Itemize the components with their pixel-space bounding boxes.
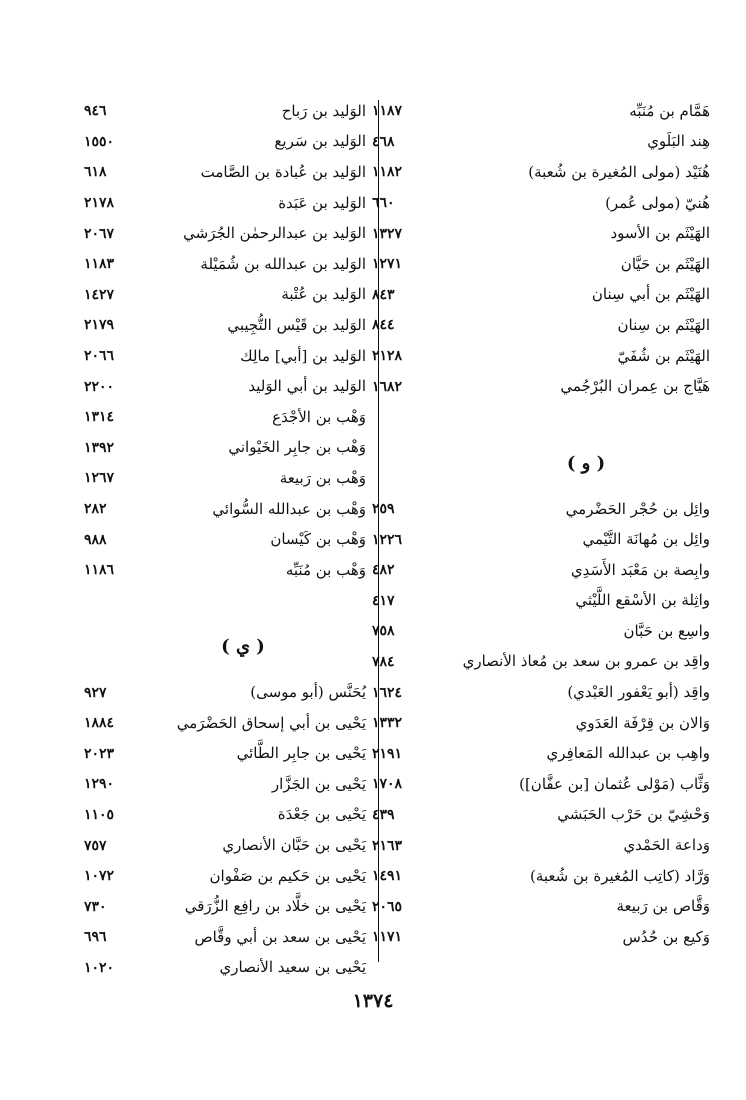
entry-number: ٤١٧	[372, 592, 395, 609]
entry-number: ٨٤٤	[372, 317, 395, 334]
entry-name: الهَيْثَم بن حَيَّان	[620, 254, 710, 273]
entry-name: يَحْيى بن سعيد الأنصاري	[219, 958, 366, 977]
entry-name: يَحْيى بن جَعْدَة	[277, 805, 366, 824]
list-item	[372, 800, 710, 831]
entry-number: ٩٢٧	[84, 684, 107, 701]
entry-name: الوَليد بن عبدالله بن شُمَيْلة	[200, 254, 366, 273]
list-item	[80, 310, 366, 341]
entry-number: ١٧٠٨	[372, 776, 403, 793]
entry-number: ١١٨٧	[372, 103, 403, 120]
list-item	[372, 341, 710, 372]
entry-name: يَحْيى بن سعد بن أبي وقَّاص	[194, 927, 366, 946]
list-item	[80, 738, 366, 769]
entry-name: الوَليد بن عبدالرحمٰن الجُرَشي	[183, 224, 366, 243]
entry-name: الوَليد بن عَبَدة	[278, 193, 366, 212]
list-item	[372, 218, 710, 249]
entry-name: وَهْب بن الأجْدَع	[272, 407, 366, 426]
entry-name: واسِع بن حَبَّان	[623, 621, 710, 640]
list-item	[372, 371, 710, 402]
entry-number: ٧٣٠	[84, 898, 107, 915]
entry-name: وَهْب بن عبدالله السُّوائي	[212, 499, 366, 518]
list-item	[80, 708, 366, 739]
entry-number: ١٦٨٢	[372, 378, 403, 395]
list-item	[372, 127, 710, 158]
entry-number: ٢١٦٣	[372, 837, 403, 854]
entry-number: ١٤٩١	[372, 868, 403, 885]
entry-number: ١١٨٢	[372, 164, 403, 181]
entry-number: ١١٨٣	[84, 256, 115, 273]
entry-name: وَقَّاص بن رَبيعة	[616, 897, 710, 916]
entry-name: وَثَّاب (مَوْلى عُثمان [بن عفَّان])	[519, 774, 710, 793]
entry-number: ١١٠٥	[84, 806, 115, 823]
entry-name: الهَيْثَم بن شُفَيّ	[617, 346, 710, 365]
entry-name: وابِصة بن مَعْبَد الأَسَدِي	[570, 560, 710, 579]
entry-number: ١٨٨٤	[84, 715, 115, 732]
entry-number: ١٣٩٢	[84, 439, 115, 456]
entry-number: ٦١٨	[84, 164, 107, 181]
list-item	[80, 953, 366, 984]
entry-name: وائِل بن مُهانَة التَّيْمي	[582, 530, 710, 549]
entry-number: ٢١٧٨	[84, 195, 115, 212]
entry-number: ٢٠٦٧	[84, 225, 115, 242]
list-item	[372, 1014, 710, 1045]
entry-number: ١٠٧٢	[84, 868, 115, 885]
entry-number: ٧٥٧	[84, 837, 107, 854]
list-item	[372, 891, 710, 922]
entry-number: ١٣١٤	[84, 409, 115, 426]
list-item	[372, 586, 710, 617]
page-number: ١٣٧٤	[352, 990, 394, 1012]
list-item	[80, 96, 366, 127]
entry-number: ٦٦٠	[372, 195, 395, 212]
entry-name: وائِل بن حُجْر الحَضْرمي	[565, 499, 710, 518]
entry-number: ٩٨٨	[84, 531, 107, 548]
entry-number: ٤٦٨	[372, 133, 395, 150]
right-column	[372, 96, 710, 1044]
section-heading-waw: ( و )	[566, 452, 606, 474]
list-item	[80, 861, 366, 892]
entry-name: الوَليد بن [أبي] مالِك	[240, 346, 366, 365]
left-column	[80, 96, 366, 983]
list-item	[372, 157, 710, 188]
entry-number: ٦٩٦	[84, 929, 107, 946]
entry-name: هَيَّاج بن عِمران البُرْجُمي	[560, 377, 710, 396]
list-item	[80, 891, 366, 922]
list-item	[372, 616, 710, 647]
entry-number: ٤٨٢	[372, 562, 395, 579]
entry-number: ١٣٢٧	[372, 225, 403, 242]
list-item	[80, 433, 366, 464]
list-item	[372, 861, 710, 892]
entry-name: وَهْب بن مُنَبِّه	[285, 560, 366, 579]
entry-name: هُنَيْد (مولى المُغيرة بن شُعبة)	[528, 162, 710, 181]
entry-number: ١٣٣٢	[372, 715, 403, 732]
entry-name: الهَيْثَم بن أبي سِنان	[591, 285, 710, 304]
list-item	[372, 96, 710, 127]
list-item	[80, 402, 366, 433]
entry-name: الوَليد بن عُبادة بن الصَّامت	[200, 162, 366, 181]
list-item	[80, 769, 366, 800]
entry-name: وَكيع بن حُدُس	[622, 927, 710, 946]
entry-number: ١٥٥٠	[84, 133, 115, 150]
entry-number: ٢٨٢	[84, 501, 107, 518]
entry-number: ١٦٢٤	[372, 684, 403, 701]
list-item	[372, 769, 710, 800]
entry-number: ٢٢٠٠	[84, 378, 115, 395]
list-item	[80, 800, 366, 831]
entry-name: يَحْيى بن حَكيم بن صَفْوان	[209, 866, 366, 885]
entry-name: يُحَنَّس (أبو موسى)	[250, 683, 366, 702]
list-item	[80, 922, 366, 953]
entry-name: يَحْيى بن الجَزَّار	[271, 774, 366, 793]
entry-name: واهِب بن عبدالله المَعافِري	[546, 744, 710, 763]
entry-name: الوَليد بن عُتْبة	[281, 285, 366, 304]
entry-number: ١٢٢٦	[372, 531, 403, 548]
entry-name: الوَليد بن رَباح	[281, 101, 366, 120]
list-item	[372, 647, 710, 678]
entry-name: يَحْيى بن أبي إسحاق الحَضْرَمي	[176, 713, 366, 732]
entry-number: ١٠٢٠	[84, 959, 115, 976]
entry-number: ٢٠٦٥	[372, 898, 403, 915]
entry-name: هُنيّ (مولى عُمر)	[605, 193, 710, 212]
entry-number: ٢٠٦٦	[84, 348, 115, 365]
entry-number: ٢١٩١	[372, 745, 403, 762]
list-item	[372, 555, 710, 586]
entry-number: ٢١٧٩	[84, 317, 115, 334]
entry-number: ٩٤٦	[84, 103, 107, 120]
list-item	[372, 953, 710, 984]
list-item	[372, 738, 710, 769]
entry-name: وَحْشِيّ بن حَرْب الحَبَشي	[557, 805, 710, 824]
entry-number: ٢١٢٨	[372, 348, 403, 365]
entry-name: يَحْيى بن خلَّاد بن رافِع الزُّرَقي	[184, 897, 366, 916]
entry-name: الوَليد بن قَيْس التُّجِيبي	[227, 315, 366, 334]
entry-name: يَحْيى بن جابِر الطَّائي	[236, 744, 366, 763]
list-item	[372, 677, 710, 708]
entry-number: ١١٧١	[372, 929, 403, 946]
entry-name: وَهْب بن جابِر الخَيْواني	[228, 438, 366, 457]
entry-number: ١١٨٦	[84, 562, 115, 579]
list-item	[372, 249, 710, 280]
entry-number: ٧٨٤	[372, 653, 395, 670]
section-heading-ya: ( ي )	[221, 636, 265, 658]
entry-name: هَمَّام بن مُنَبِّه	[629, 101, 710, 120]
list-item	[80, 586, 366, 617]
list-item	[80, 524, 366, 555]
entry-name: الهَيْثَم بن سِنان	[617, 315, 710, 334]
entry-name: واثِلة بن الأسْقع اللَّيْثي	[575, 591, 710, 610]
entry-number: ٨٤٣	[372, 286, 395, 303]
column-divider	[378, 100, 379, 962]
list-item	[372, 310, 710, 341]
list-item	[80, 127, 366, 158]
list-item	[80, 830, 366, 861]
entry-number: ٢٥٩	[372, 501, 395, 518]
entry-name: وَرَّاد (كاتِب المُغيرة بن شُعبة)	[530, 866, 710, 885]
list-item	[372, 280, 710, 311]
entry-number: ١٤٢٧	[84, 286, 115, 303]
list-item	[80, 371, 366, 402]
list-item	[80, 677, 366, 708]
entry-number: ٧٥٨	[372, 623, 395, 640]
list-item	[372, 830, 710, 861]
entry-name: وَداعة الحَمْدي	[623, 836, 710, 855]
entry-name: الهَيْثَم بن الأسود	[610, 224, 710, 243]
list-item	[80, 494, 366, 525]
list-item	[372, 188, 710, 219]
list-item	[372, 524, 710, 555]
entry-name: واقِد بن عمرو بن سعد بن مُعاذ الأنصاري	[462, 652, 710, 671]
list-item	[80, 341, 366, 372]
entry-name: الوَليد بن أبي الوَليد	[248, 377, 366, 396]
list-item	[372, 922, 710, 953]
list-item	[80, 249, 366, 280]
entry-number: ١٢٩٠	[84, 776, 115, 793]
list-item	[80, 555, 366, 586]
list-item	[80, 188, 366, 219]
entry-name: وَهْب بن رَبيعة	[279, 468, 366, 487]
list-item	[80, 280, 366, 311]
entry-number: ١٢٧١	[372, 256, 403, 273]
list-item	[372, 494, 710, 525]
entry-name: واقِد (أبو يَعْفور العَبْدي)	[567, 683, 710, 702]
entry-number: ٢٠٢٣	[84, 745, 115, 762]
entry-number: ١٢٦٧	[84, 470, 115, 487]
entry-name: وَالان بن قِرْفَة العَدَوي	[575, 713, 710, 732]
entry-number: ٤٣٩	[372, 806, 395, 823]
list-item	[372, 708, 710, 739]
entry-name: وَهْب بن كَيْسان	[270, 530, 366, 549]
list-item	[80, 157, 366, 188]
list-item	[80, 463, 366, 494]
entry-name: الوَليد بن سَريع	[274, 132, 366, 151]
entry-name: هِند البَلَوي	[647, 132, 710, 151]
list-item	[80, 218, 366, 249]
entry-name: يَحْيى بن حَبَّان الأنصاري	[222, 836, 366, 855]
